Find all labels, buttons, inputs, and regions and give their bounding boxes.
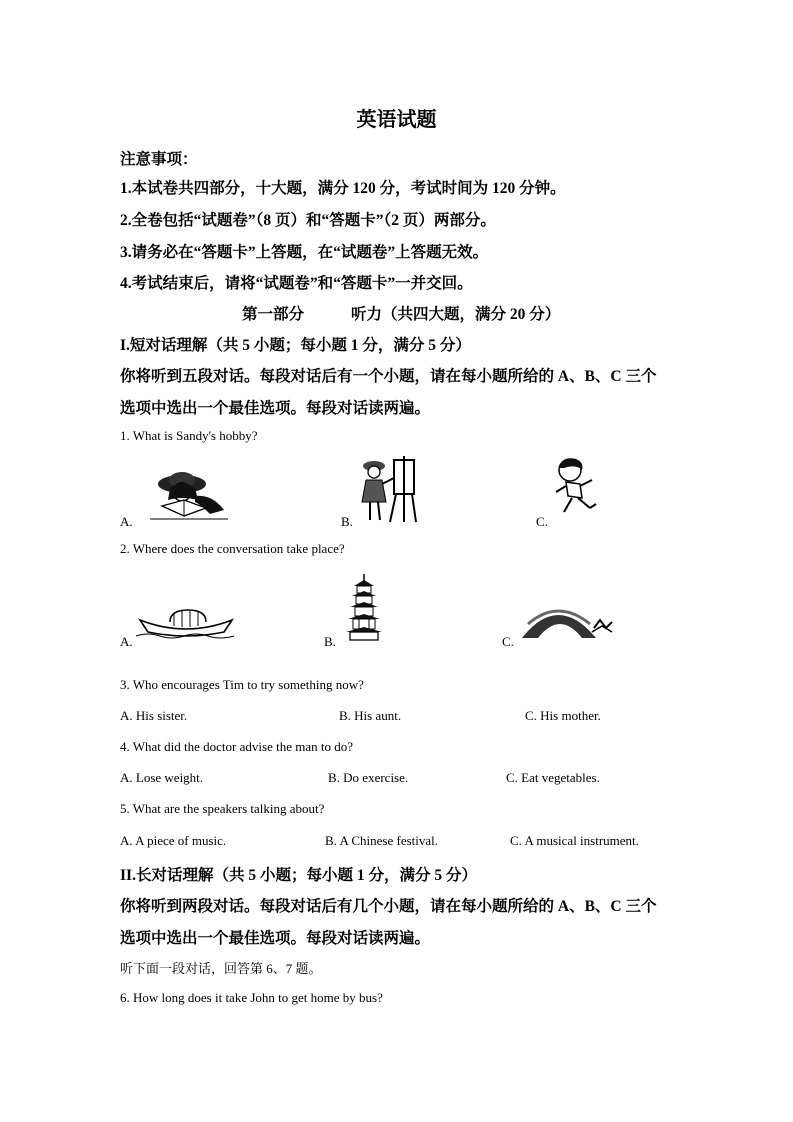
- reading-girl-icon: [140, 466, 230, 524]
- q2-option-b: B.: [324, 634, 336, 649]
- q4-option-c: C. Eat vegetables.: [506, 770, 600, 785]
- section2-instruction-2: 选项中选出一个最佳选项。每段对话读两遍。: [120, 930, 431, 947]
- section2-instruction-1: 你将听到两段对话。每段对话后有几个小题，请在每小题所给的 A、B、C 三个: [120, 898, 657, 915]
- q3-option-c: C. His mother.: [525, 708, 601, 723]
- notice-item-4: 4.考试结束后，请将“试题卷”和“答题卡”一并交回。: [120, 275, 473, 292]
- question-5: 5. What are the speakers talking about?: [120, 801, 325, 816]
- section2-sub-instruction: 听下面一段对话，回答第 6、7 题。: [120, 961, 322, 976]
- page-title: 英语试题: [356, 109, 437, 131]
- boat-icon: [136, 606, 236, 642]
- q5-option-a: A. A piece of music.: [120, 833, 227, 848]
- notice-item-2: 2.全卷包括“试题卷”（8 页）和“答题卡”（2 页）两部分。: [120, 212, 496, 229]
- stone-bridge-icon: [522, 598, 614, 640]
- question-6: 6. How long does it take John to get home by bus?: [120, 990, 383, 1005]
- question-3: 3. Who encourages Tim to try something now?: [120, 677, 364, 692]
- notice-heading: 注意事项：: [120, 151, 198, 168]
- section1-instruction-2: 选项中选出一个最佳选项。每段对话读两遍。: [120, 400, 431, 417]
- q3-option-a: A. His sister.: [120, 708, 188, 723]
- section1-title: I.短对话理解（共 5 小题；每小题 1 分，满分 5 分）: [120, 337, 471, 354]
- q5-option-b: B. A Chinese festival.: [325, 833, 439, 848]
- question-2: 2. Where does the conversation take place?: [120, 541, 345, 556]
- part1-title: 听力（共四大题，满分 20 分）: [351, 306, 561, 323]
- q1-option-a: A.: [120, 514, 133, 529]
- notice-item-3: 3.请务必在“答题卡”上答题，在“试题卷”上答题无效。: [120, 244, 489, 261]
- q5-option-c: C. A musical instrument.: [510, 833, 639, 848]
- running-boy-icon: [552, 456, 600, 518]
- q4-option-a: A. Lose weight.: [120, 770, 204, 785]
- part1-name: 第一部分: [242, 306, 305, 323]
- section1-instruction-1: 你将听到五段对话。每段对话后有一个小题，请在每小题所给的 A、B、C 三个: [120, 368, 657, 385]
- question-4: 4. What did the doctor advise the man to do?: [120, 739, 353, 754]
- question-1: 1. What is Sandy's hobby?: [120, 428, 258, 443]
- q2-option-c: C.: [502, 634, 514, 649]
- q1-option-b: B.: [341, 514, 353, 529]
- q2-option-a: A.: [120, 634, 133, 649]
- q3-option-b: B. His aunt.: [339, 708, 402, 723]
- section2-title: II.长对话理解（共 5 小题；每小题 1 分，满分 5 分）: [120, 867, 477, 884]
- painting-girl-icon: [360, 456, 418, 524]
- pagoda-icon: [344, 574, 384, 642]
- q4-option-b: B. Do exercise.: [328, 770, 409, 785]
- q1-option-c: C.: [536, 514, 548, 529]
- notice-item-1: 1.本试卷共四部分，十大题，满分 120 分，考试时间为 120 分钟。: [120, 180, 566, 197]
